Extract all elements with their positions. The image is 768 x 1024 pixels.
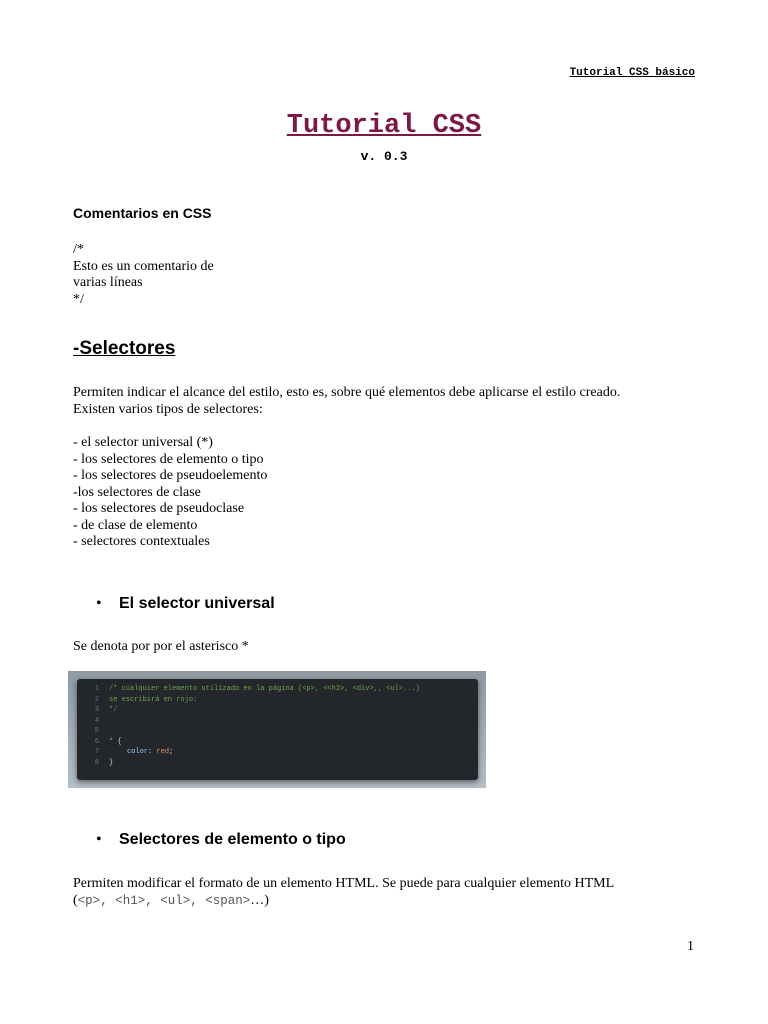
- code-comment: /* cualquier elemento utilizado en la página (<p>, <<h2>, <div>,, <ul>...): [109, 685, 420, 693]
- selectors-heading: -Selectores: [73, 338, 176, 359]
- comment-example: [73, 242, 214, 308]
- comment-line: Esto es un comentario de: [73, 258, 214, 274]
- document-title: Tutorial CSS: [286, 111, 482, 141]
- code-line: [77, 705, 478, 716]
- code-value: red: [156, 748, 170, 756]
- universal-selector-heading-text: El selector universal: [119, 595, 275, 612]
- list-item: - los selectores de pseudoelemento: [73, 468, 268, 483]
- selectors-intro: [73, 385, 620, 418]
- code-comment: se escribirá en rojo:: [109, 695, 198, 704]
- element-selector-heading: [96, 831, 346, 849]
- element-text-line: Permiten modificar el formato de un elemento HTML. Se puede para cualquier elemento HTML: [73, 876, 615, 891]
- document-version: v. 0.3: [360, 149, 408, 164]
- code-brace: }: [109, 758, 114, 767]
- line-number: 2: [94, 695, 99, 704]
- code-property: color: [127, 748, 149, 756]
- element-text-line: [73, 893, 614, 910]
- code-semicolon: ;: [169, 748, 174, 756]
- list-item: - de clase de elemento: [73, 517, 198, 533]
- bullet-icon: •: [96, 595, 102, 612]
- code-colon: :: [148, 748, 157, 756]
- code-line: [77, 684, 478, 695]
- comments-heading: Comentarios en CSS: [73, 205, 212, 221]
- universal-selector-text: Se denota por por el asterisco *: [73, 639, 249, 654]
- comment-line: /*: [73, 242, 84, 257]
- tag-separator: ,: [145, 893, 161, 908]
- intro-line: Permiten indicar el alcance del estilo, esto es, sobre qué elementos debe aplicarse el estilo creado.: [73, 385, 621, 400]
- intro-line: Existen varios tipos de selectores:: [73, 401, 263, 417]
- page-number: 1: [687, 939, 694, 954]
- tag-code: <ul>: [160, 893, 191, 908]
- code-block: [77, 679, 478, 780]
- tag-separator: ,: [100, 893, 116, 908]
- bullet-icon: •: [96, 831, 102, 848]
- code-line: [77, 737, 478, 748]
- selectors-list: [73, 435, 267, 551]
- tag-code: <p>: [77, 893, 101, 908]
- line-number: 8: [94, 758, 99, 767]
- code-line: [77, 726, 478, 737]
- tag-separator: ,: [190, 893, 206, 908]
- code-line: [77, 758, 478, 769]
- tag-code: <span>: [205, 893, 251, 908]
- list-item: -los selectores de clase: [73, 484, 201, 500]
- list-item: - los selectores de elemento o tipo: [73, 451, 264, 467]
- tag-code: <h1>: [115, 893, 146, 908]
- line-number: 7: [94, 748, 99, 756]
- list-item: - los selectores de pseudoclase: [73, 501, 245, 516]
- open-paren: (: [73, 892, 78, 908]
- list-item: - el selector universal (*): [73, 435, 213, 450]
- element-selector-heading-text: Selectores de elemento o tipo: [119, 831, 346, 848]
- comment-line: varias líneas: [73, 275, 143, 290]
- code-line: [77, 716, 478, 727]
- line-number: 6: [94, 737, 99, 746]
- element-selector-text: [73, 876, 614, 909]
- code-screenshot: [68, 671, 486, 788]
- code-brace: {: [113, 737, 122, 746]
- comment-line: */: [73, 291, 84, 307]
- running-header: Tutorial CSS básico: [569, 67, 695, 79]
- line-number: 4: [94, 716, 99, 725]
- list-item: - selectores contextuales: [73, 534, 210, 549]
- line-number: 5: [94, 727, 99, 735]
- universal-selector-heading: [96, 595, 275, 613]
- line-number: 3: [94, 706, 99, 714]
- code-comment: */: [109, 706, 118, 714]
- code-selector: *: [109, 737, 114, 746]
- closing-text: …): [250, 892, 269, 908]
- line-number: 1: [94, 685, 99, 693]
- code-line: [77, 695, 478, 706]
- code-line: [77, 747, 478, 758]
